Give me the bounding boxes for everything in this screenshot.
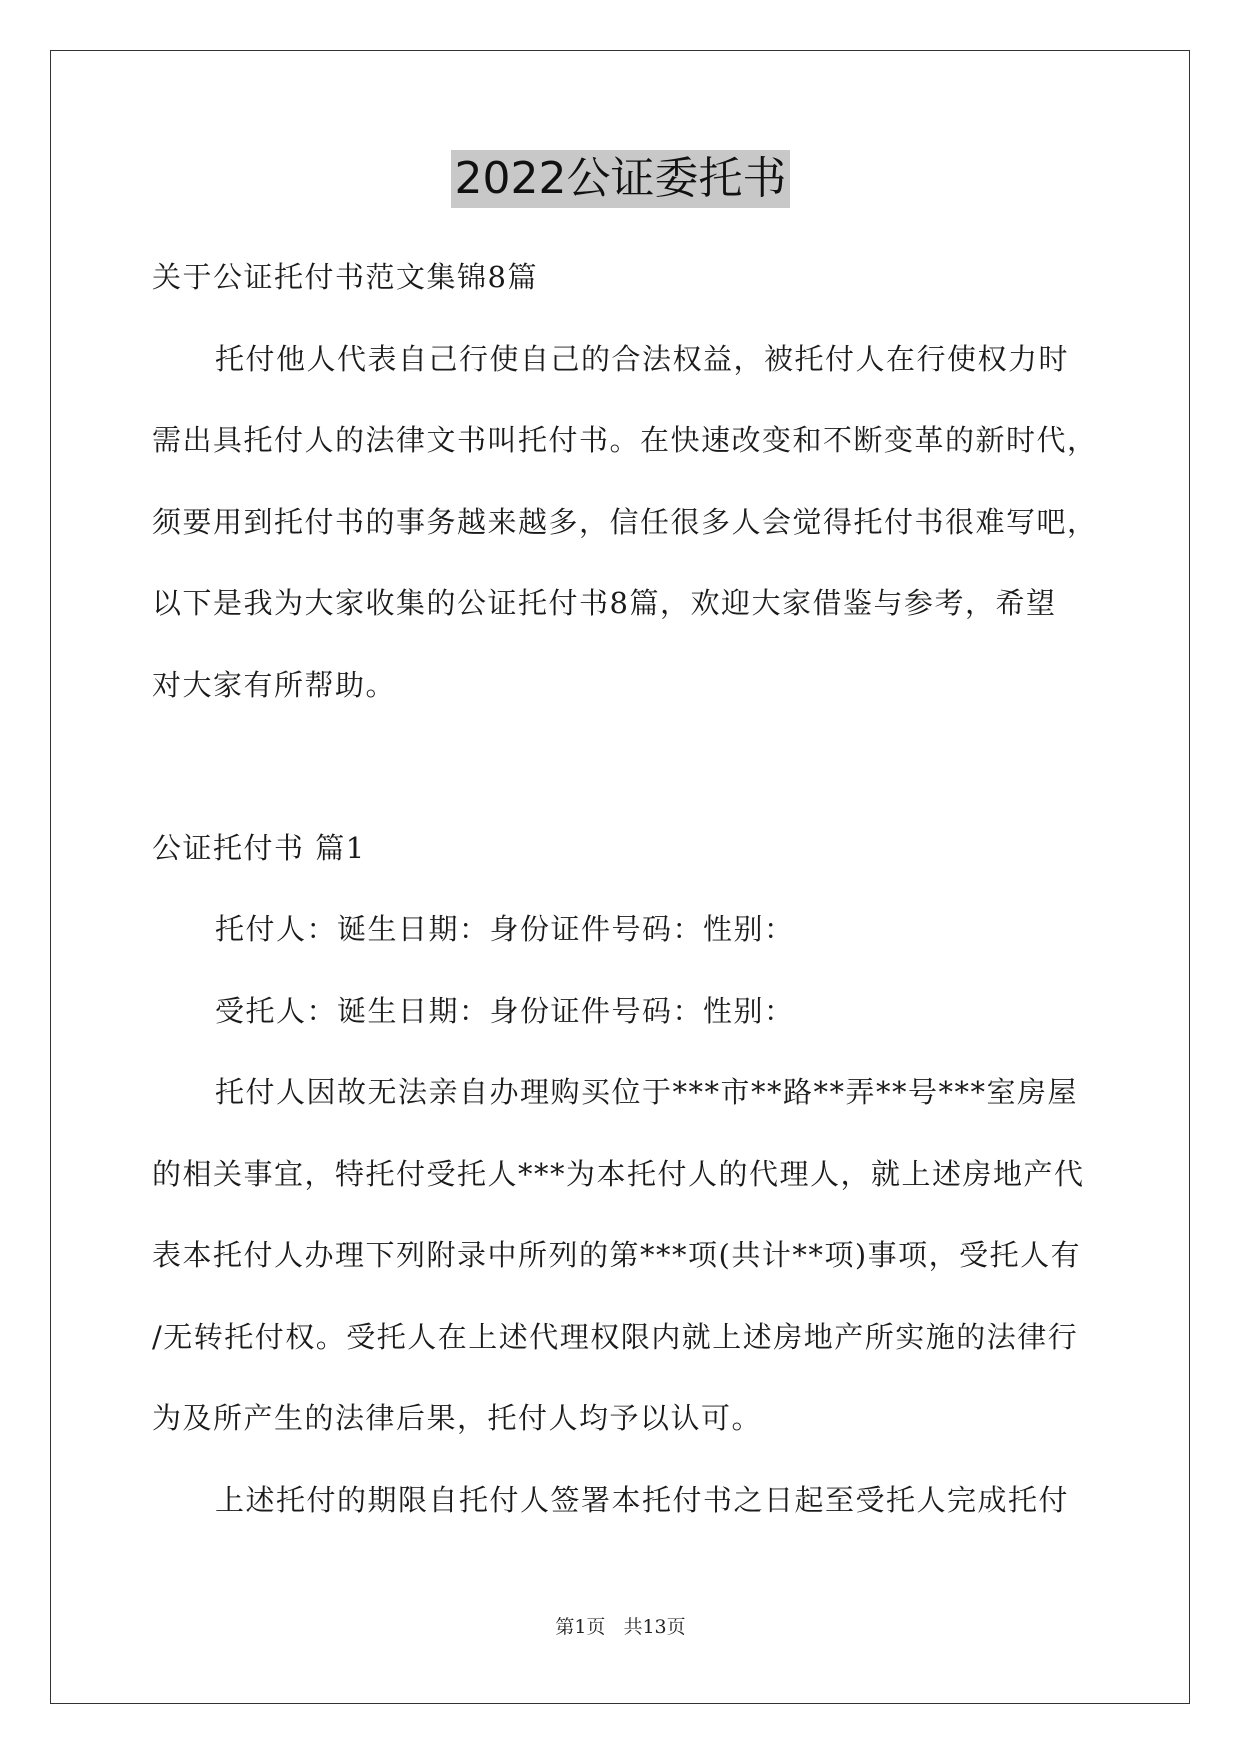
text-line: 托付他人代表自己行使自己的合法权益，被托付人在行使权力时	[215, 341, 1070, 376]
text-line: /无转托付权。受托人在上述代理权限内就上述房地产所实施的法律行	[152, 1319, 1079, 1354]
total-pages: 共13页	[623, 1616, 686, 1638]
text-line: 以下是我为大家收集的公证托付书8篇，欢迎大家借鉴与参考，希望	[152, 586, 1057, 620]
text-line: 为及所产生的法律后果，托付人均予以认可。	[152, 1401, 763, 1435]
text-line: 关于公证托付书范文集锦8篇	[152, 260, 538, 294]
page-footer	[0, 1612, 1241, 1639]
text-line: 表本托付人办理下列附录中所列的第***项(共计**项)事项，受托人有	[152, 1238, 1082, 1272]
page-number: 第1页	[555, 1616, 606, 1638]
text-line: 托付人因故无法亲自办理购买位于***市**路**弄**号***室房屋	[215, 1075, 1079, 1109]
text-line: 受托人：诞生日期：身份证件号码：性别：	[215, 993, 795, 1028]
text-line: 须要用到托付书的事务越来越多，信任很多人会觉得托付书很难写吧，	[152, 504, 1098, 539]
text-line: 对大家有所帮助。	[152, 667, 397, 702]
title-container	[0, 150, 1241, 208]
document-title: 2022公证委托书	[451, 150, 791, 208]
text-line: 需出具托付人的法律文书叫托付书。在快速改变和不断变革的新时代，	[152, 423, 1098, 457]
text-line: 公证托付书 篇1	[152, 830, 366, 865]
blank-line	[152, 726, 1092, 808]
text-line: 上述托付的期限自托付人签署本托付书之日起至受托人完成托付	[215, 1482, 1070, 1517]
document-body	[152, 237, 1098, 1541]
text-line: 托付人：诞生日期：身份证件号码：性别：	[215, 912, 795, 946]
text-line: 的相关事宜，特托付受托人***为本托付人的代理人，就上述房地产代	[152, 1156, 1085, 1191]
